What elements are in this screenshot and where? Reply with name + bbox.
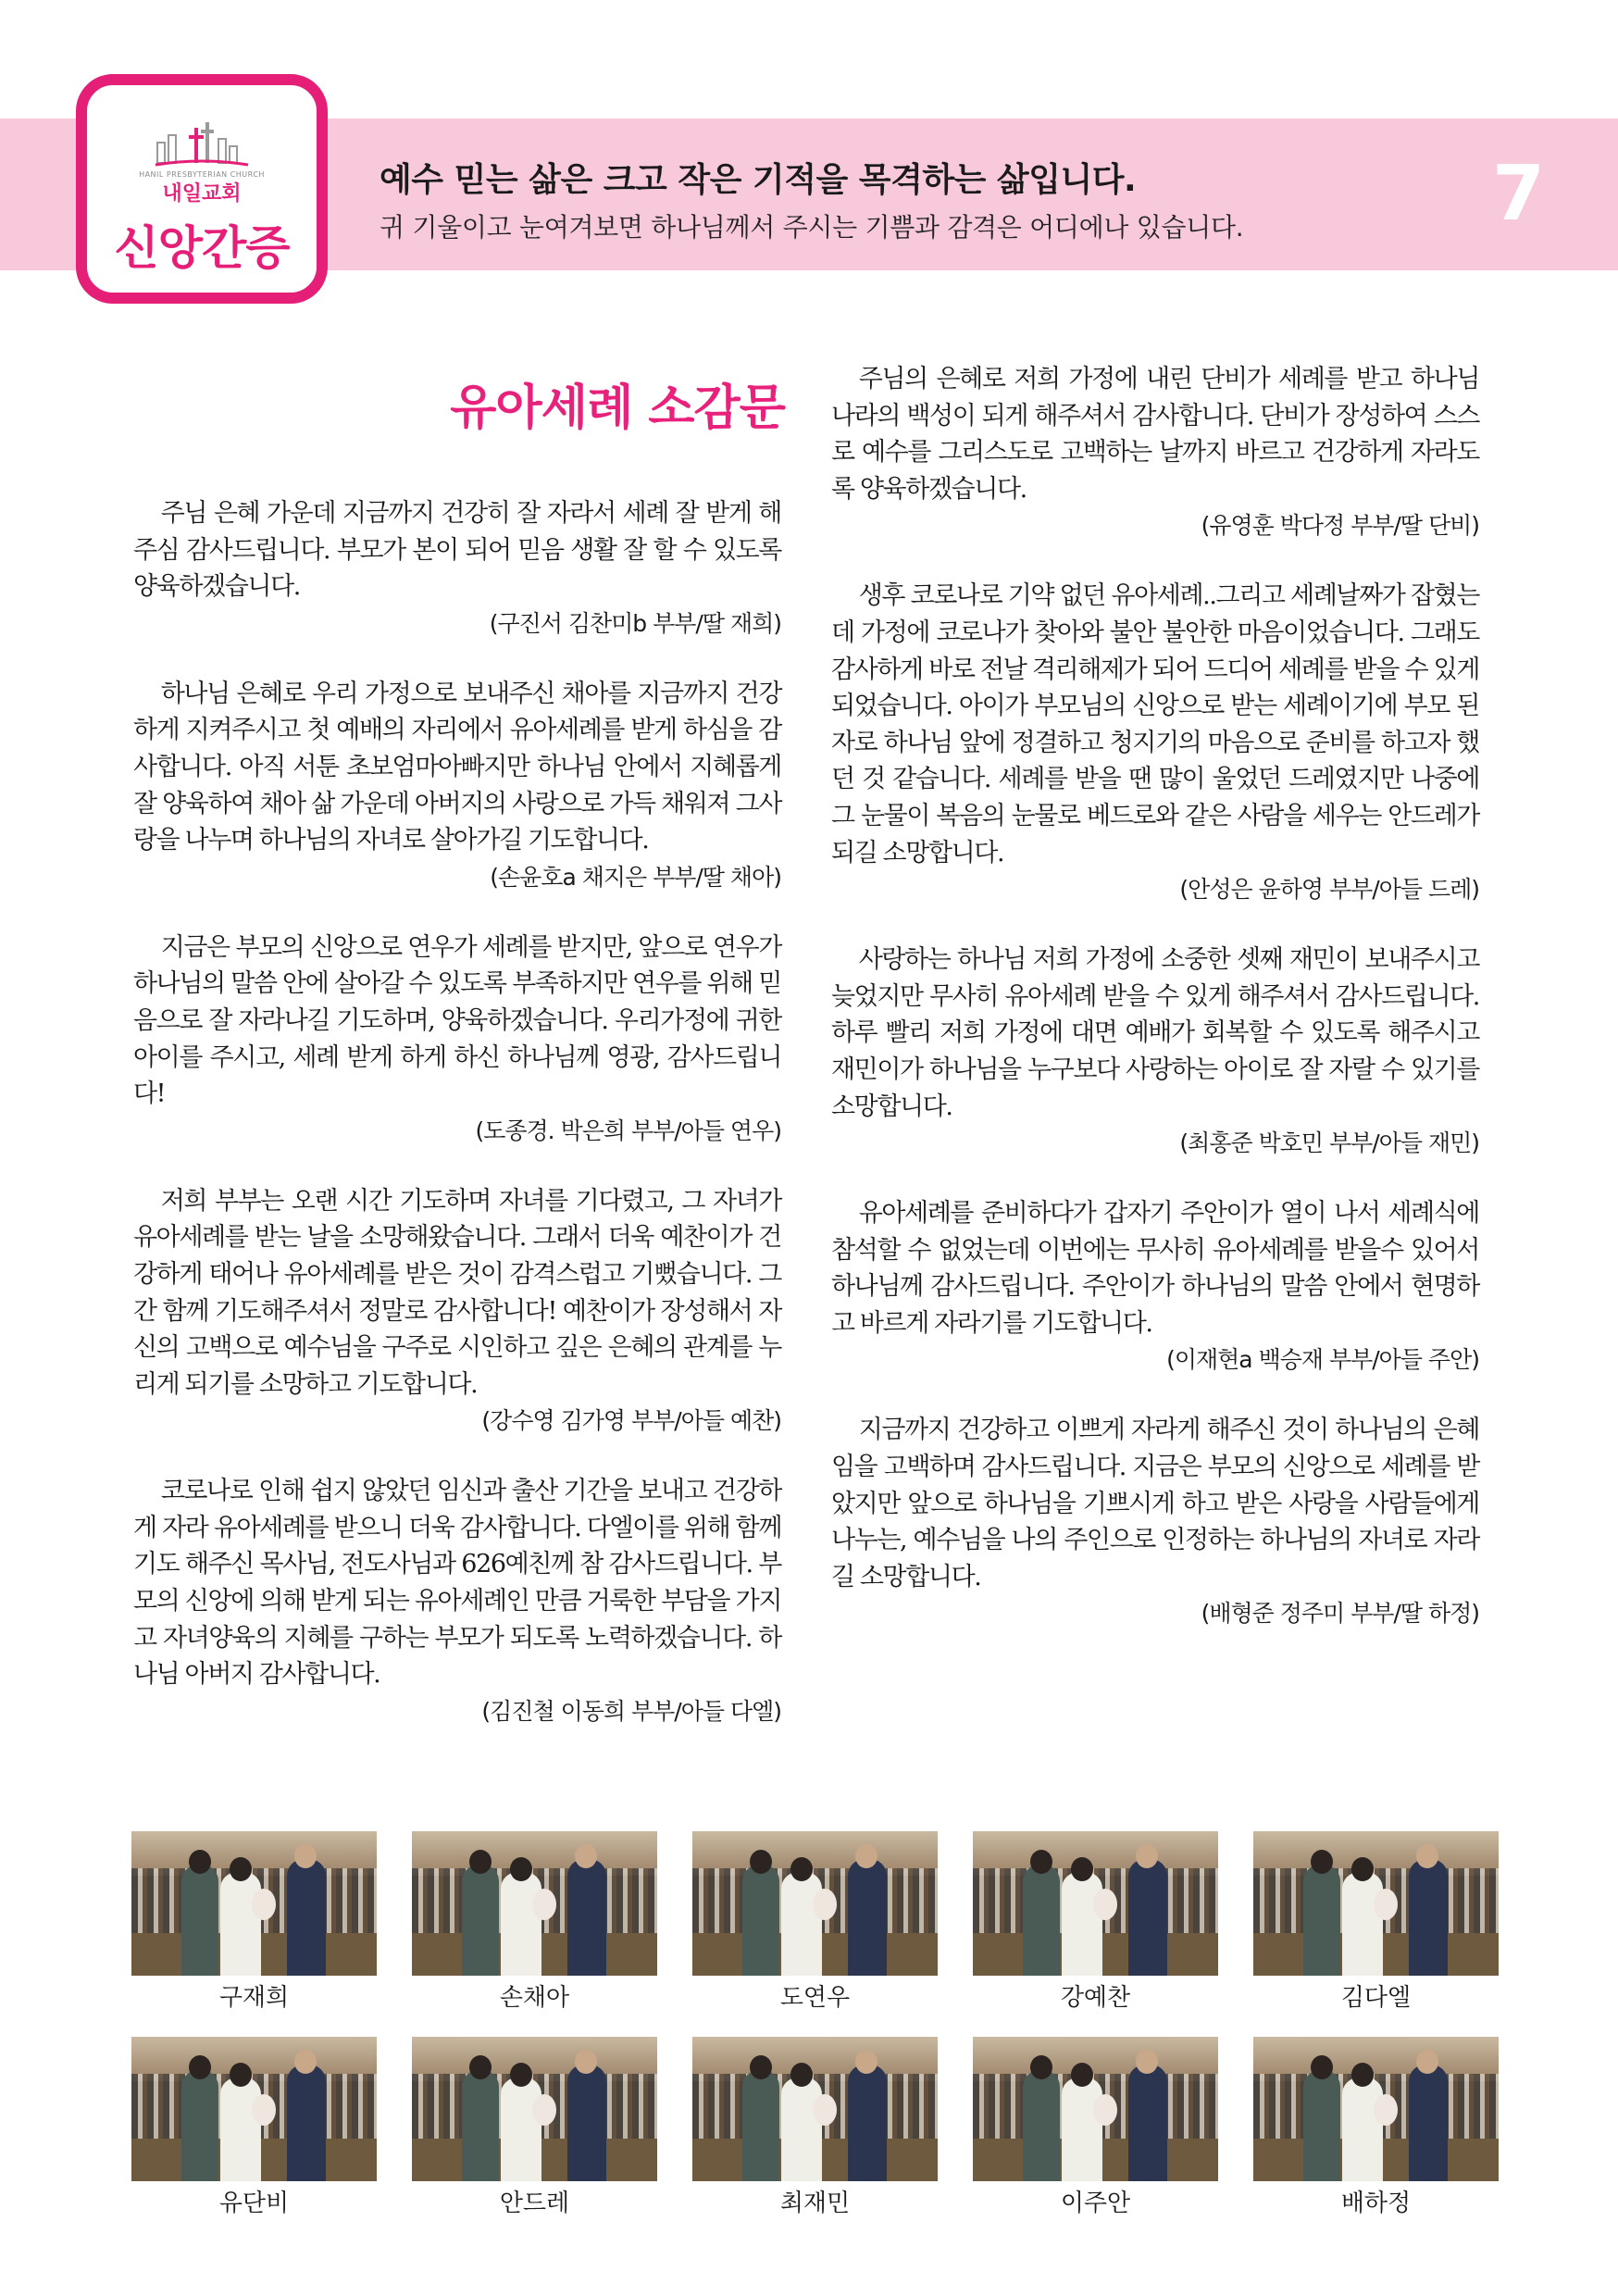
- baptism-photo: [692, 1831, 938, 1976]
- testimony-signature: (강수영 김가영 부부/아들 예찬): [481, 1407, 781, 1435]
- church-name: 내일교회: [162, 182, 242, 206]
- photo-card: [131, 1831, 377, 2020]
- article-title: 유아세례 소감문: [450, 381, 785, 436]
- right-column: [831, 361, 1479, 1666]
- photo-row: [131, 2037, 1496, 2226]
- testimony-entry: [133, 1473, 781, 1730]
- testimony-text: 주님 은혜 가운데 지금까지 건강히 잘 자라서 세례 잘 받게 해주심 감사드립니다. 부모가 본이 되어 믿음 생활 잘 할 수 있도록 양육하겠습니다.: [133, 499, 781, 602]
- photo-caption: 손채아: [499, 1984, 570, 2012]
- photo-card: [973, 2037, 1218, 2226]
- testimony-entry: [831, 578, 1479, 908]
- testimony-text: 사랑하는 하나님 저희 가정에 소중한 셋째 재민이 보내주시고 늦었지만 무사히 유아세례 받을 수 있게 해주셔서 감사드립니다. 하루 빨리 저희 가정에 대면 예배가 회복할 수 있도록 해주시고 재민이가 하나님을 누구보다 사랑하는 아이로 잘 자랄 수 있기를 소망합니다.: [831, 945, 1479, 1121]
- photo-caption: 안드레: [499, 2190, 570, 2217]
- photo-card: [131, 2037, 377, 2226]
- baptism-photo: [973, 1831, 1218, 1976]
- baptism-photo: [1253, 1831, 1499, 1976]
- photo-gallery: [131, 1831, 1496, 2242]
- testimony-entry: [133, 1183, 781, 1441]
- testimony-signature: (배형준 정주미 부부/딸 하정): [1201, 1600, 1479, 1628]
- testimony-entry: [133, 495, 781, 643]
- photo-caption: 이주안: [1060, 2190, 1131, 2217]
- testimony-text: 지금까지 건강하고 이쁘게 자라게 해주신 것이 하나님의 은혜임을 고백하며 감사드립니다. 지금은 부모의 신앙으로 세례를 받았지만 앞으로 하나님을 기쁘시게 하고 받은 사랑을 사람들에게 나누는, 예수님을 나의 주인으로 인정하는 하나님의 자녀로 자라길 소망합니다.: [831, 1416, 1479, 1591]
- photo-caption: 최재민: [779, 2190, 851, 2217]
- testimony-entry: [831, 1412, 1479, 1632]
- page-number: 7: [1492, 150, 1546, 238]
- testimony-text: 하나님 은혜로 우리 가정으로 보내주신 채아를 지금까지 건강하게 지켜주시고 첫 예배의 자리에서 유아세례를 받게 하심을 감사합니다. 아직 서툰 초보엄마아빠지만 하나님 안에서 지혜롭게 잘 양육하여 채아 삶 가운데 아버지의 사랑으로 가득 채워져 그사랑을 나누며 하나님의 자녀로 살아가길 기도합니다.: [133, 679, 781, 855]
- church-logo-icon: [152, 115, 252, 170]
- testimony-text: 저희 부부는 오랜 시간 기도하며 자녀를 기다렸고, 그 자녀가 유아세례를 받는 날을 소망해왔습니다. 그래서 더욱 예찬이가 건강하게 태어나 유아세례를 받은 것이 감격스럽고 기뻤습니다. 그간 함께 기도해주셔서 정말로 감사합니다! 예찬이가 장성해서 자신의 고백으로 예수님을 구주로 시인하고 깊은 은혜의 관계를 누리게 되기를 소망하고 기도합니다.: [133, 1186, 781, 1399]
- logo-subtitle: HANIL PRESBYTERIAN CHURCH: [139, 170, 265, 179]
- photo-card: [973, 1831, 1218, 2020]
- baptism-photo: [412, 1831, 657, 1976]
- photo-caption: 강예찬: [1060, 1984, 1131, 2012]
- baptism-photo: [131, 1831, 377, 1976]
- testimony-signature: (이재현a 백승재 부부/아들 주안): [1166, 1346, 1479, 1374]
- section-title: 신앙간증: [114, 221, 290, 275]
- photo-caption: 유단비: [218, 2190, 290, 2217]
- testimony-text: 지금은 부모의 신앙으로 연우가 세례를 받지만, 앞으로 연우가 하나님의 말씀 안에 살아갈 수 있도록 부족하지만 연우를 위해 믿음으로 잘 자라나길 기도하며, 양육하겠습니다. 우리가정에 귀한 아이를 주시고, 세례 받게 하게 하신 하나님께 영광, 감사드립니다!: [133, 932, 781, 1109]
- testimony-text: 생후 코로나로 기약 없던 유아세례..그리고 세례날짜가 잡혔는데 가정에 코로나가 찾아와 불안 불안한 마음이었습니다. 그래도 감사하게 바로 전날 격리해제가 되어 드디어 세례를 받을 수 있게 되었습니다. 아이가 부모님의 신앙으로 받는 세례이기에 부모 된 자로 하나님 앞에 정결하고 청지기의 마음으로 준비를 하고자 했던 것 같습니다. 세례를 받을 땐 많이 울었던 드레였지만 나중에 그 눈물이 복음의 눈물로 베드로와 같은 사람을 세우는 안드레가 되길 소망합니다.: [831, 581, 1479, 867]
- testimony-signature: (손윤호a 채지은 부부/딸 채아): [490, 863, 781, 891]
- left-column: [133, 361, 785, 1764]
- photo-row: [131, 1831, 1496, 2020]
- testimony-text: 코로나로 인해 쉽지 않았던 임신과 출산 기간을 보내고 건강하게 자라 유아세례를 받으니 더욱 감사합니다. 다엘이를 위해 함께 기도 해주신 목사님, 전도사님과 626예친께 참 감사드립니다. 부모의 신앙에 의해 받게 되는 유아세례인 만큼 거룩한 부담을 가지고 자녀양육의 지혜를 구하는 부모가 되도록 노력하겠습니다. 하나님 아버지 감사합니다.: [133, 1477, 781, 1690]
- baptism-photo: [412, 2037, 657, 2181]
- testimony-entry: [831, 1195, 1479, 1379]
- photo-caption: 김다엘: [1340, 1984, 1412, 2012]
- section-badge: [76, 74, 328, 304]
- baptism-photo: [131, 2037, 377, 2181]
- photo-card: [412, 1831, 657, 2020]
- testimony-signature: (안성은 윤하영 부부/아들 드레): [1179, 876, 1479, 904]
- testimony-text: 주님의 은혜로 저희 가정에 내린 단비가 세례를 받고 하나님 나라의 백성이 되게 해주셔서 감사합니다. 단비가 장성하여 스스로 예수를 그리스도로 고백하는 날까지 바르고 건강하게 자라도록 양육하겠습니다.: [831, 365, 1479, 504]
- baptism-photo: [1253, 2037, 1499, 2181]
- testimony-signature: (도종경. 박은희 부부/아들 연우): [475, 1117, 781, 1144]
- photo-caption: 도연우: [779, 1984, 851, 2012]
- photo-card: [1253, 1831, 1499, 2020]
- testimony-text: 유아세례를 준비하다가 갑자기 주안이가 열이 나서 세례식에 참석할 수 없었는데 이번에는 무사히 유아세례를 받을수 있어서 하나님께 감사드립니다. 주안이가 하나님의 말씀 안에서 현명하고 바르게 자라기를 기도합니다.: [831, 1199, 1479, 1338]
- photo-card: [692, 2037, 938, 2226]
- testimony-signature: (유영훈 박다정 부부/딸 단비): [1201, 512, 1479, 540]
- testimony-entry: [831, 942, 1479, 1162]
- testimony-signature: (최홍준 박호민 부부/아들 재민): [1179, 1129, 1479, 1157]
- baptism-photo: [692, 2037, 938, 2181]
- header-headline: 예수 믿는 삶은 크고 작은 기적을 목격하는 삶입니다.: [380, 161, 1137, 199]
- header-subline: 귀 기울이고 눈여겨보면 하나님께서 주시는 기쁨과 감격은 어디에나 있습니다.: [380, 212, 1244, 243]
- testimony-entry: [133, 930, 781, 1150]
- photo-caption: 배하정: [1340, 2190, 1412, 2217]
- testimony-entry: [831, 361, 1479, 544]
- photo-card: [692, 1831, 938, 2020]
- photo-card: [412, 2037, 657, 2226]
- photo-card: [1253, 2037, 1499, 2226]
- photo-caption: 구재희: [218, 1984, 290, 2012]
- testimony-entry: [133, 676, 781, 896]
- baptism-photo: [973, 2037, 1218, 2181]
- testimony-signature: (김진철 이동희 부부/아들 다엘): [481, 1697, 781, 1725]
- testimony-signature: (구진서 김찬미b 부부/딸 재희): [489, 609, 781, 637]
